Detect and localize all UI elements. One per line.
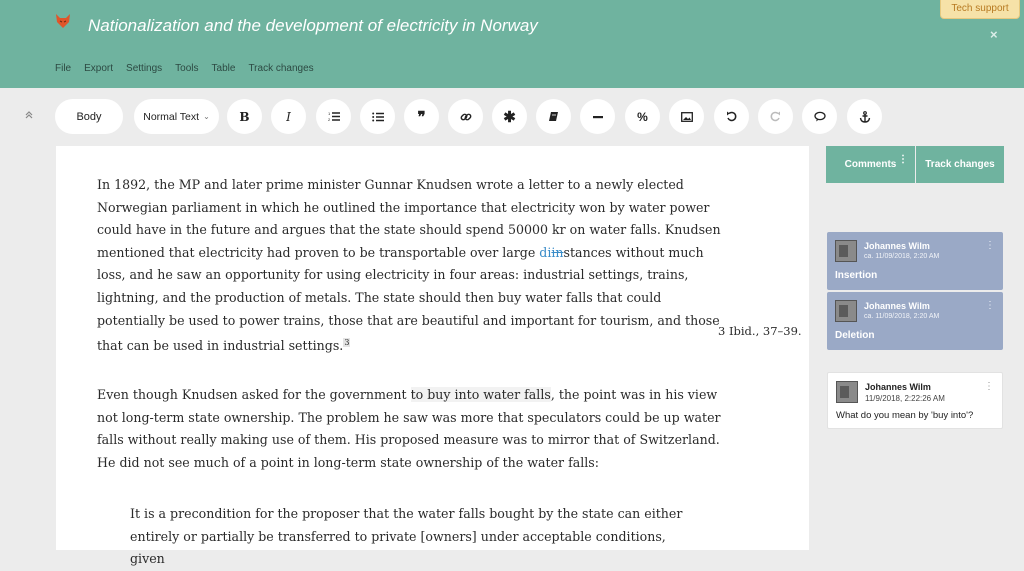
tab-track-changes[interactable]	[916, 146, 1004, 183]
percent-icon: %	[637, 109, 648, 124]
close-icon[interactable]: ×	[990, 27, 998, 42]
numbered-list-icon	[328, 111, 340, 122]
footnote-text[interactable]: 3 Ibid., 37–39.	[718, 324, 802, 338]
anchor-icon	[859, 111, 871, 123]
card-time: ca. 11/09/2018, 2:20 AM	[864, 253, 940, 260]
block-style-select[interactable]	[55, 99, 123, 134]
comment-time: 11/9/2018, 2:22:26 AM	[865, 394, 945, 403]
card-menu-icon[interactable]: ⋮	[985, 300, 995, 311]
chevron-double-up-icon[interactable]	[24, 110, 34, 123]
citation-button[interactable]	[536, 99, 571, 134]
app-header	[0, 0, 1024, 88]
block-style-label: Body	[76, 110, 102, 123]
bold-button[interactable]	[227, 99, 262, 134]
quote-button[interactable]	[404, 99, 439, 134]
svg-text:2: 2	[327, 117, 330, 122]
chevron-down-icon: ⌄	[203, 112, 210, 121]
editor-toolbar	[0, 88, 1024, 145]
text-style-label: Normal Text	[143, 110, 200, 123]
bullet-list-button[interactable]	[360, 99, 395, 134]
citation-icon	[548, 111, 559, 122]
paragraph-1[interactable]	[97, 174, 722, 358]
menu-bar	[55, 63, 327, 74]
footnote-icon: ✱	[503, 108, 516, 126]
comment-menu-icon[interactable]: ⋮	[984, 381, 994, 392]
document-title[interactable]: Nationalization and the development of electricity in Norway	[88, 16, 538, 35]
undo-icon	[726, 111, 737, 122]
avatar	[835, 240, 857, 262]
fox-logo-icon[interactable]	[54, 12, 72, 30]
horizontal-rule-icon	[593, 115, 603, 119]
link-icon	[460, 111, 472, 123]
menu-track-changes[interactable]: Track changes	[248, 63, 314, 74]
comment-author: Johannes Wilm	[865, 382, 931, 392]
comment-text: What do you mean by 'buy into'?	[836, 410, 974, 421]
bullet-list-icon	[372, 112, 384, 122]
undo-button[interactable]	[714, 99, 749, 134]
image-button[interactable]	[669, 99, 704, 134]
menu-export[interactable]: Export	[84, 63, 114, 74]
track-change-card[interactable]	[827, 292, 1003, 350]
paragraph-2[interactable]	[97, 384, 722, 474]
link-button[interactable]	[448, 99, 483, 134]
redo-icon	[770, 111, 781, 122]
paragraph-2-text-end: , the point was in his view not long-term state ownership. The problem he saw was more that speculators could be up water falls without really making use of them. His proposed measure was to mirror that of Switzerland. He did not see much of a point in long-term state ownership of the water falls:	[97, 387, 721, 470]
comment-highlight[interactable]: to buy into water falls	[410, 387, 551, 402]
menu-tools[interactable]: Tools	[175, 63, 199, 74]
document-page[interactable]	[56, 146, 809, 567]
tab-comments-label: Comments	[844, 159, 897, 170]
paragraph-2-text: Even though Knudsen asked for the government	[97, 387, 411, 402]
redo-button[interactable]	[758, 99, 793, 134]
paragraph-1-text-end: stances without much loss, and he saw an opportunity for using electricity in four areas: industrial settings, trains, lightning, and the production of metals. The state should then buy water falls that could potentially be used to power trains, those that are beautiful and important for tourism, and those that can be used in industrial settings.	[97, 244, 720, 354]
card-author: Johannes Wilm	[864, 301, 930, 311]
image-icon	[681, 112, 693, 122]
quote-icon: ❞	[417, 108, 426, 126]
paragraph-1-text: In 1892, the MP and later prime minister Gunnar Knudsen wrote a letter to a newly elected Norwegian parliament in which he outlined the importance that electricity won by water power could have in the future and argues that the state should spend 50000 kr on water falls. Knudsen mentioned that electricity had proven to be transportable over large	[97, 177, 721, 260]
comment-card[interactable]	[827, 372, 1003, 429]
track-change-card[interactable]	[827, 232, 1003, 290]
card-kind: Insertion	[835, 270, 878, 281]
math-button[interactable]	[625, 99, 660, 134]
card-kind: Deletion	[835, 330, 875, 341]
avatar	[836, 381, 858, 403]
comment-icon	[814, 111, 826, 122]
tab-track-changes-label: Track changes	[925, 159, 995, 170]
svg-text:1: 1	[327, 111, 330, 116]
deletion-mark[interactable]: in	[551, 244, 564, 260]
menu-table[interactable]: Table	[211, 63, 236, 74]
block-quote[interactable]: It is a precondition for the proposer that the water falls bought by the state can either entirely or partially be transferred to private [owners] under acceptable conditions, given	[130, 506, 683, 567]
anchor-button[interactable]	[847, 99, 882, 134]
menu-settings[interactable]: Settings	[126, 63, 163, 74]
numbered-list-button[interactable]	[316, 99, 351, 134]
tab-comments[interactable]	[826, 146, 915, 183]
footnote-button[interactable]	[492, 99, 527, 134]
horizontal-rule-button[interactable]	[580, 99, 615, 134]
italic-icon: I	[286, 109, 291, 124]
footnote-reference[interactable]: 3	[344, 338, 350, 348]
text-style-select[interactable]	[134, 99, 219, 134]
card-menu-icon[interactable]: ⋮	[985, 240, 995, 251]
tech-support-button[interactable]: Tech support	[940, 0, 1020, 19]
bold-icon: B	[239, 109, 250, 124]
menu-file[interactable]: File	[55, 63, 72, 74]
card-time: ca. 11/09/2018, 2:20 AM	[864, 313, 940, 320]
tab-menu-icon[interactable]: ⋮	[898, 154, 908, 165]
card-author: Johannes Wilm	[864, 241, 930, 251]
insertion-mark[interactable]: di	[539, 244, 552, 260]
italic-button[interactable]	[271, 99, 306, 134]
avatar	[835, 300, 857, 322]
comment-button[interactable]	[802, 99, 837, 134]
